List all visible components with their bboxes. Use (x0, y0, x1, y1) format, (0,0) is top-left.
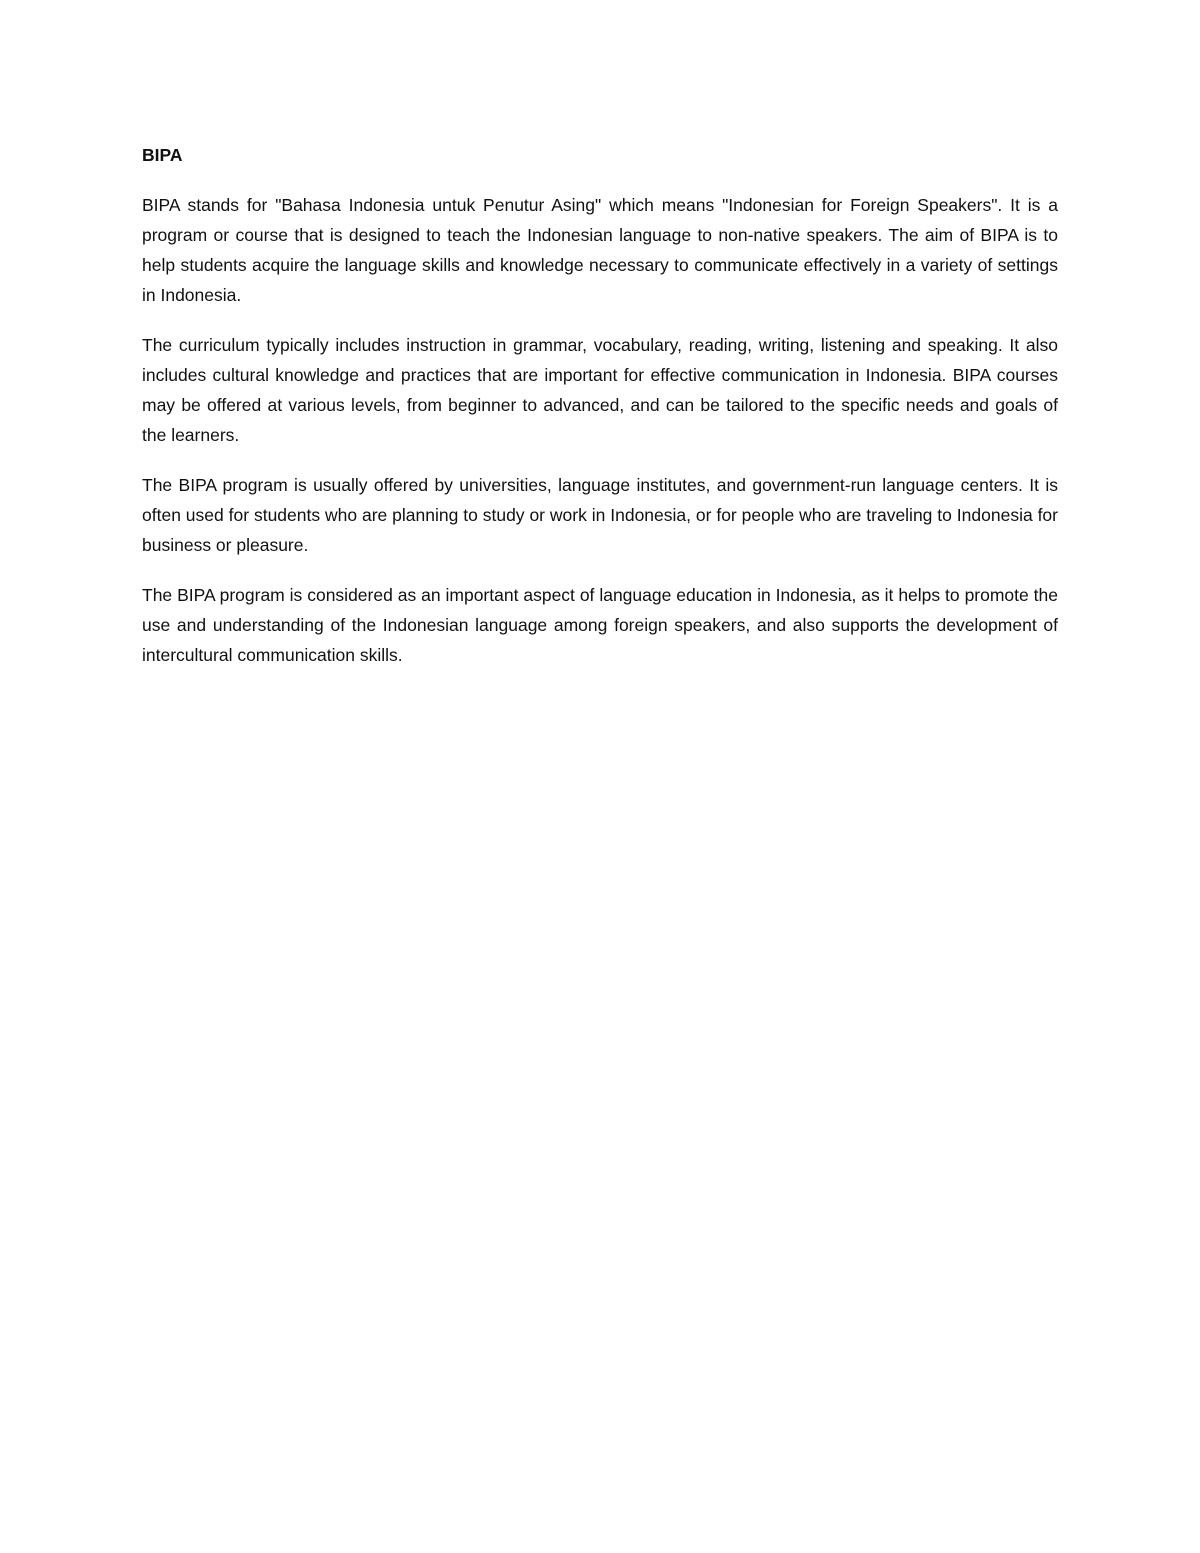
paragraph-4: The BIPA program is considered as an important aspect of language education in Indonesia, as it helps to promote the use and understanding of the Indonesian language among foreign speakers, and also supports the development of intercultural communication skills. (142, 585, 1058, 665)
document-body (142, 140, 1058, 690)
document-title: BIPA (142, 145, 183, 165)
paragraph-2: The curriculum typically includes instruction in grammar, vocabulary, reading, writing, listening and speaking. It also includes cultural knowledge and practices that are important for effective communication in Indonesia. BIPA courses may be offered at various levels, from beginner to advanced, and can be tailored to the specific needs and goals of the learners. (142, 335, 1058, 445)
paragraph-3: The BIPA program is usually offered by universities, language institutes, and government-run language centers. It is often used for students who are planning to study or work in Indonesia, or for people who are traveling to Indonesia for business or pleasure. (142, 475, 1058, 555)
paragraph-1: BIPA stands for "Bahasa Indonesia untuk Penutur Asing" which means "Indonesian for Foreign Speakers". It is a program or course that is designed to teach the Indonesian language to non-native speakers. The aim of BIPA is to help students acquire the language skills and knowledge necessary to communicate effectively in a variety of settings in Indonesia. (142, 195, 1058, 305)
